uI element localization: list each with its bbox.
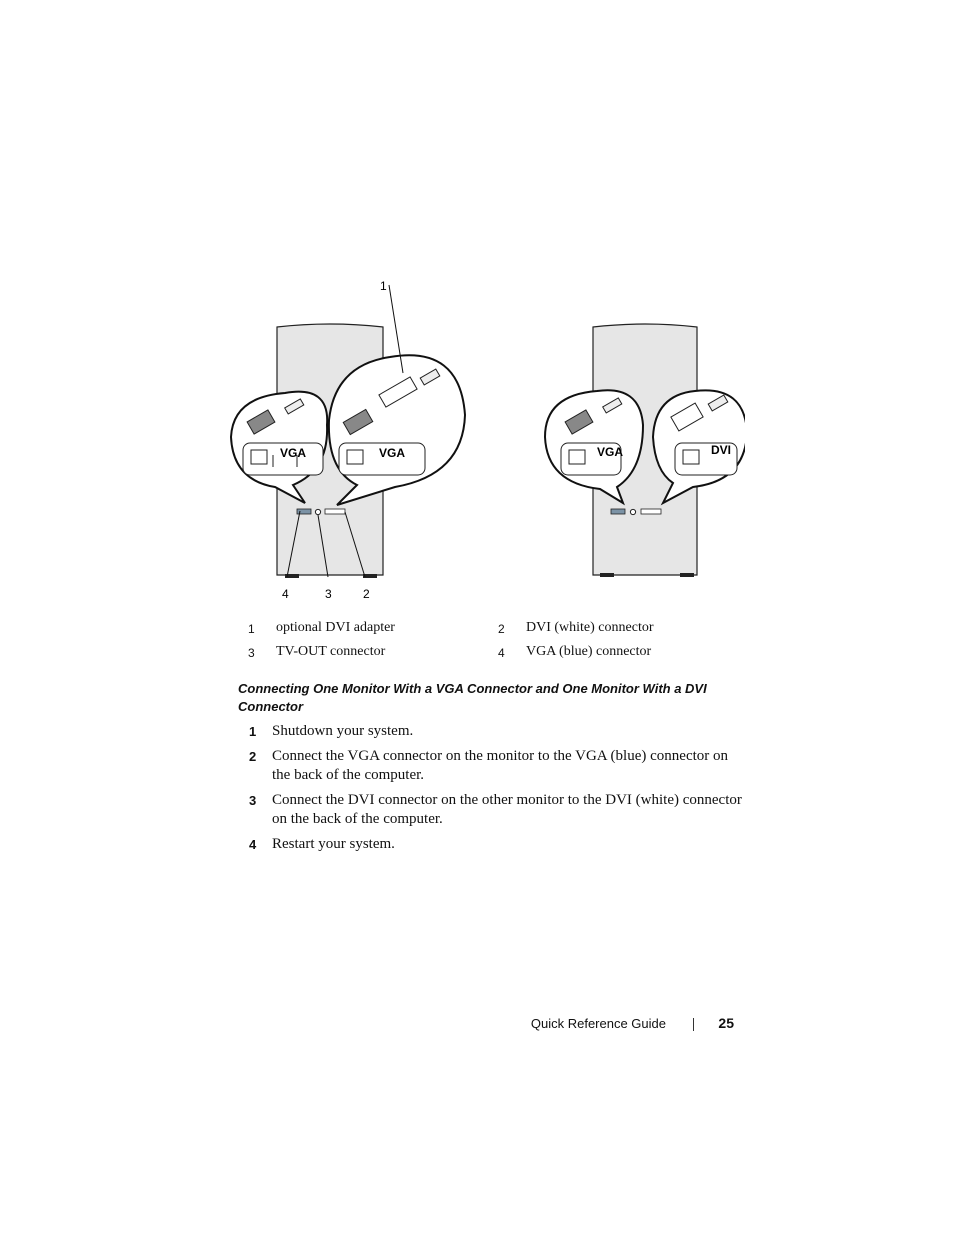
dvi-port-label: DVI xyxy=(711,443,732,457)
legend-number: 4 xyxy=(498,646,505,660)
step-item xyxy=(248,747,748,785)
legend-text: optional DVI adapter xyxy=(276,620,395,635)
page-number: 25 xyxy=(718,1015,734,1031)
callout-3: 3 xyxy=(325,587,332,601)
step-item xyxy=(248,722,748,741)
section-heading: Connecting One Monitor With a VGA Connector and One Monitor With a DVI Connector xyxy=(238,681,707,714)
page-footer xyxy=(500,1014,738,1036)
legend-text: DVI (white) connector xyxy=(526,620,654,635)
illustration-svg xyxy=(225,275,745,610)
step-number: 2 xyxy=(249,749,257,764)
legend-row xyxy=(248,620,748,644)
callout-legend xyxy=(248,620,748,668)
step-number: 1 xyxy=(249,724,257,739)
step-list xyxy=(248,722,748,860)
step-text: Connect the DVI connector on the other monitor to the DVI (white) connector on the back of the computer. xyxy=(272,792,742,827)
legend-number: 3 xyxy=(248,646,255,660)
callout-1: 1 xyxy=(380,279,387,293)
step-item xyxy=(248,791,748,829)
legend-row xyxy=(248,644,748,668)
legend-number: 1 xyxy=(248,622,255,636)
legend-text: TV-OUT connector xyxy=(276,644,386,659)
vga-port-label-3: VGA xyxy=(597,445,624,459)
legend-number: 2 xyxy=(498,622,505,636)
connection-illustration xyxy=(225,275,745,610)
footer-divider xyxy=(693,1018,694,1031)
step-number: 3 xyxy=(249,793,257,808)
step-text: Shutdown your system. xyxy=(272,723,414,739)
vga-port-label-2: VGA xyxy=(379,446,406,460)
footer-title: Quick Reference Guide xyxy=(530,1016,666,1031)
vga-port-label: VGA xyxy=(280,446,307,460)
step-number: 4 xyxy=(249,837,257,852)
callout-4: 4 xyxy=(282,587,289,601)
step-text: Connect the VGA connector on the monitor to the VGA (blue) connector on the back of the computer. xyxy=(272,748,729,783)
step-item xyxy=(248,835,748,854)
callout-2: 2 xyxy=(363,587,370,601)
legend-text: VGA (blue) connector xyxy=(526,644,652,659)
step-text: Restart your system. xyxy=(272,836,395,852)
